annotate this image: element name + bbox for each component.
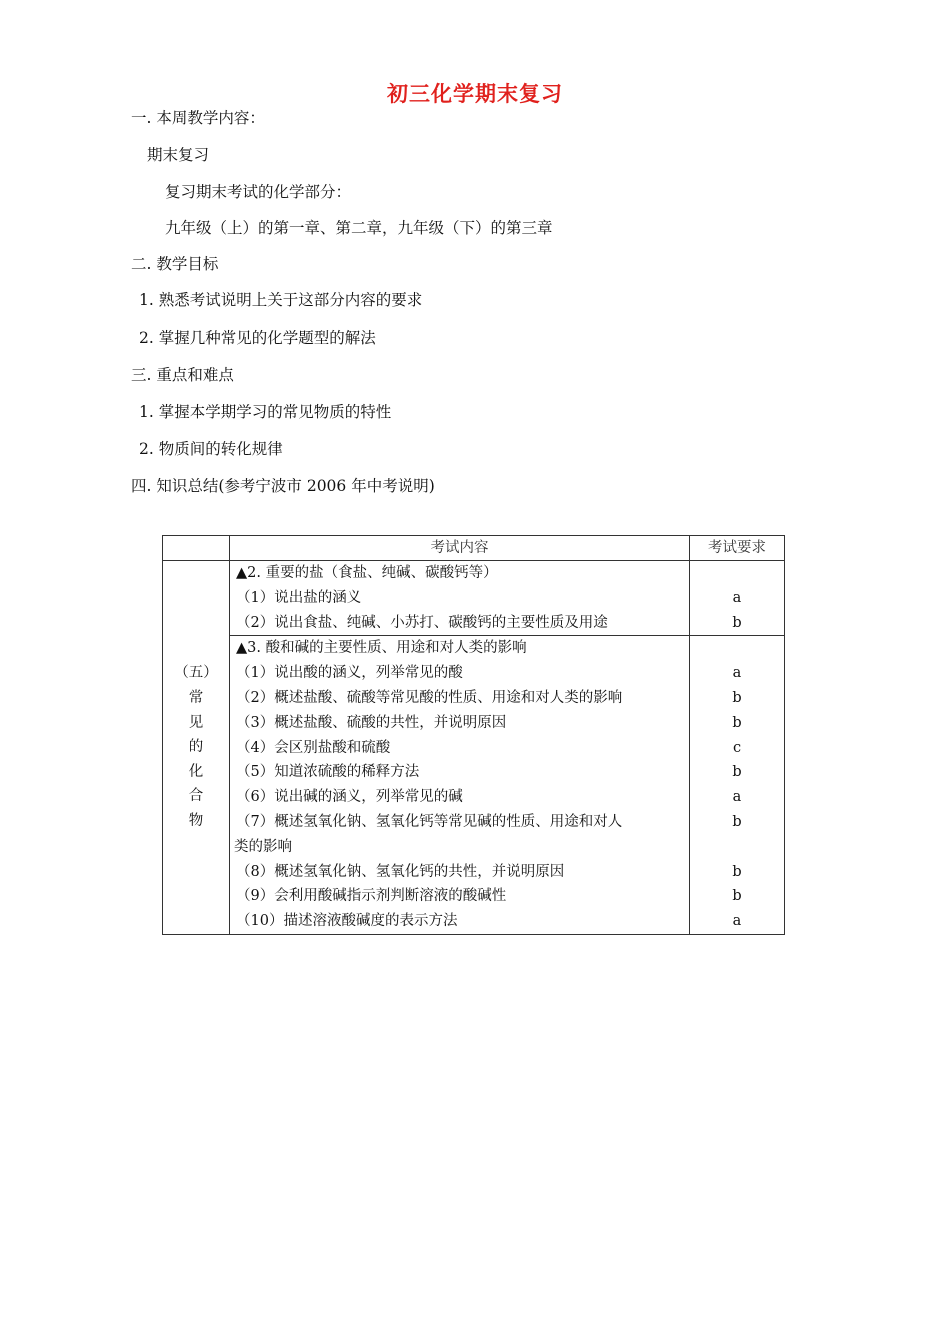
- header-content-cell: 考试内容: [230, 536, 690, 561]
- requirement-value: b: [732, 714, 742, 731]
- list-item: （8）概述氢氧化钠、氢氧化钙的共性，并说明原因: [236, 863, 565, 880]
- requirement-value: c: [732, 739, 742, 756]
- requirement-value: a: [732, 789, 742, 806]
- group-heading: ▲2. 重要的盐（食盐、纯碱、碳酸钙等）: [236, 565, 498, 581]
- section-heading-4: 四. 知识总结(参考宁波市 2006 年中考说明): [131, 477, 435, 495]
- list-item: 2. 掌握几种常见的化学题型的解法: [139, 329, 376, 347]
- header-requirement-cell: 考试要求: [690, 536, 785, 561]
- list-item: （6）说出碱的涵义，列举常见的碱: [236, 789, 463, 806]
- group2-content-cell: [230, 636, 690, 935]
- list-item: （2）说出食盐、纯碱、小苏打、碳酸钙的主要性质及用途: [236, 614, 608, 631]
- text-line: 复习期末考试的化学部分：: [165, 183, 352, 201]
- section-heading-3: 三. 重点和难点: [131, 366, 234, 384]
- text-line: 九年级（上）的第一章、第二章，九年级（下）的第三章: [165, 219, 553, 237]
- table-header-row: [163, 536, 785, 561]
- group2-requirement-cell: [690, 636, 785, 935]
- list-item: （5）知道浓硫酸的稀释方法: [236, 764, 420, 781]
- requirement-value: a: [732, 589, 742, 606]
- page-title: 初三化学期末复习: [387, 81, 563, 106]
- requirement-value: b: [732, 614, 742, 631]
- list-item-continuation: 类的影响: [234, 838, 292, 855]
- table-row: [163, 636, 785, 935]
- group1-content-cell: [230, 561, 690, 636]
- text-line: 期末复习: [147, 146, 210, 164]
- table-row: [163, 561, 785, 636]
- list-item: 2. 物质间的转化规律: [139, 440, 283, 458]
- exam-requirements-table: [162, 535, 785, 935]
- requirement-value: b: [732, 764, 742, 781]
- group-heading: ▲3. 酸和碱的主要性质、用途和对人类的影响: [236, 640, 527, 657]
- requirement-value: b: [732, 689, 742, 706]
- header-blank-cell: [163, 536, 230, 561]
- section-heading-2: 二. 教学目标: [131, 255, 219, 273]
- list-item: （3）概述盐酸、硫酸的共性，并说明原因: [236, 714, 507, 731]
- category-cell: （五） 常 见 的 化 合 物: [163, 561, 230, 935]
- requirement-value: b: [732, 888, 742, 905]
- list-item: （1）说出酸的涵义，列举常见的酸: [236, 665, 463, 682]
- section-heading-1: 一. 本周教学内容：: [131, 109, 265, 127]
- list-item: （2）概述盐酸、硫酸等常见酸的性质、用途和对人类的影响: [236, 689, 623, 706]
- list-item: 1. 掌握本学期学习的常见物质的特性: [139, 403, 392, 421]
- requirement-value: b: [732, 863, 742, 880]
- requirement-value: a: [732, 665, 742, 682]
- requirement-value: a: [732, 913, 742, 930]
- list-item: （10）描述溶液酸碱度的表示方法: [236, 913, 458, 930]
- list-item: （4）会区别盐酸和硫酸: [236, 739, 391, 756]
- list-item: 1. 熟悉考试说明上关于这部分内容的要求: [139, 291, 423, 309]
- group1-requirement-cell: [690, 561, 785, 636]
- list-item: （9）会利用酸碱指示剂判断溶液的酸碱性: [236, 888, 507, 905]
- list-item: （1）说出盐的涵义: [236, 589, 362, 606]
- requirement-value: b: [732, 813, 742, 830]
- list-item: （7）概述氢氧化钠、氢氧化钙等常见碱的性质、用途和对人: [236, 813, 623, 830]
